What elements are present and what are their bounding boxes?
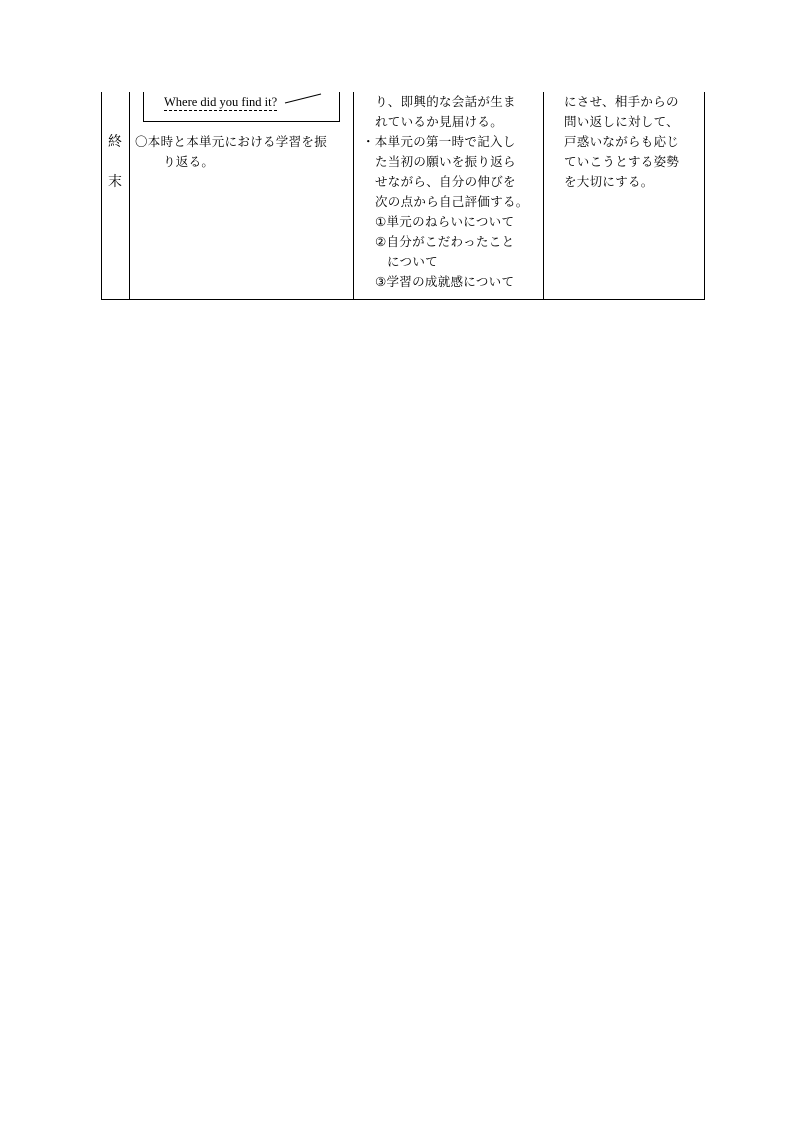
support-line-10: ③学習の成就感について [375, 274, 515, 289]
support-line-1: り、即興的な会話が生ま [375, 94, 516, 109]
support-line-7: ①単元のねらいについて [375, 214, 515, 229]
activity-line-1: 〇本時と本単元における学習を振 [135, 134, 328, 149]
speech-pointer-line [283, 92, 323, 106]
support-line-6: 次の点から自己評価する。 [375, 194, 529, 209]
support-line-5: せながら、自分の伸びを [375, 174, 516, 189]
table-border-bottom [101, 299, 705, 300]
example-sentence: Where did you find it? [164, 95, 278, 109]
stage-label-char-2: 末 [108, 174, 122, 190]
column-divider-1 [129, 92, 130, 300]
activity-line-2: り返る。 [163, 154, 215, 169]
column-divider-2 [353, 92, 354, 300]
support-line-9: について [387, 254, 438, 269]
evaluation-line-1: にさせ、相手からの [564, 94, 679, 109]
support-line-8: ②自分がこだわったこと [375, 234, 515, 249]
support-line-3: ・本単元の第一時で記入し [362, 134, 516, 149]
table-border-right [704, 92, 705, 300]
support-line-4: た当初の願いを振り返ら [375, 154, 516, 169]
evaluation-line-3: 戸惑いながらも応じ [564, 134, 680, 149]
evaluation-line-4: ていこうとする姿勢 [564, 154, 680, 169]
stage-label-char-1: 終 [108, 134, 122, 150]
evaluation-line-2: 問い返しに対して、 [564, 114, 679, 129]
evaluation-line-5: を大切にする。 [564, 174, 654, 189]
table-border-left [101, 92, 102, 300]
support-line-2: れているか見届ける。 [375, 114, 504, 129]
column-divider-3 [543, 92, 544, 300]
